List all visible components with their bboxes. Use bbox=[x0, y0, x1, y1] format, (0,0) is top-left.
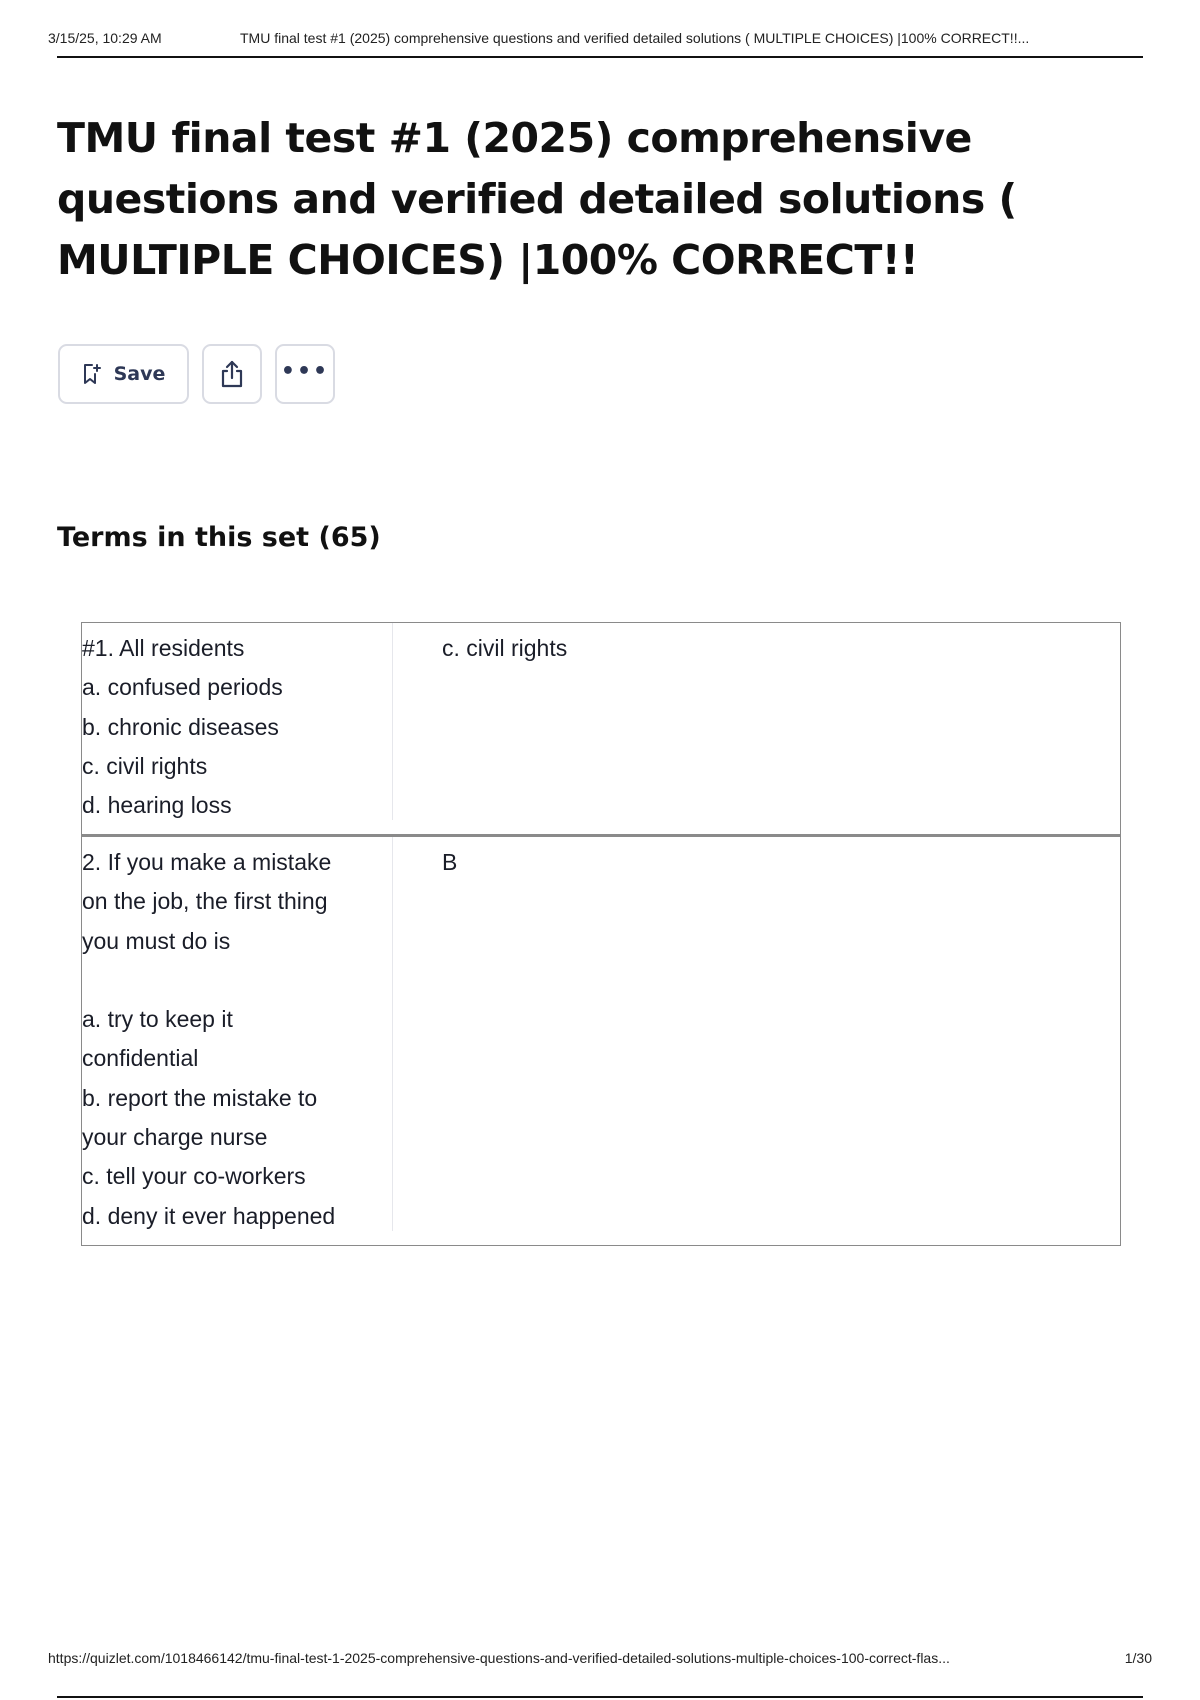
term-card[interactable] bbox=[81, 622, 1121, 835]
definition-text: B bbox=[442, 849, 458, 875]
print-date: 3/15/25, 10:29 AM bbox=[48, 30, 162, 46]
print-header bbox=[48, 28, 1152, 52]
terms-heading: Terms in this set (65) bbox=[57, 522, 381, 553]
page-number: 1/30 bbox=[1124, 1650, 1152, 1666]
definition-side bbox=[393, 623, 1120, 834]
more-options-button[interactable] bbox=[275, 344, 335, 404]
save-button-label: Save bbox=[113, 363, 166, 385]
print-doc-title: TMU final test #1 (2025) comprehensive questions and verified detailed solutions ( MULTIPLE CHOICES) |100% CORRECT!!... bbox=[240, 30, 1030, 46]
share-icon bbox=[217, 359, 247, 389]
more-horizontal-icon: ••• bbox=[280, 358, 330, 384]
print-footer bbox=[48, 1650, 1152, 1672]
share-button[interactable] bbox=[202, 344, 262, 404]
header-divider bbox=[57, 56, 1143, 58]
save-button[interactable] bbox=[58, 344, 189, 404]
bookmark-plus-icon bbox=[82, 363, 102, 385]
definition-text: c. civil rights bbox=[442, 635, 568, 661]
term-side bbox=[82, 837, 393, 1231]
terms-list bbox=[81, 622, 1121, 1246]
term-text: 2. If you make a mistake on the job, the first thing you must do is a. try to keep it confidential b. report the mistake to your charge nurse c. tell your co-workers d. deny it ever happened bbox=[82, 849, 336, 1229]
term-card[interactable] bbox=[81, 835, 1121, 1246]
print-url: https://quizlet.com/1018466142/tmu-final-test-1-2025-comprehensive-questions-and-verified-detailed-solutions-multiple-choices-100-correct-flas... bbox=[48, 1650, 950, 1666]
footer-divider bbox=[57, 1696, 1143, 1698]
set-toolbar bbox=[58, 344, 335, 404]
definition-side bbox=[393, 837, 1120, 1245]
term-side bbox=[82, 623, 393, 820]
page-title: TMU final test #1 (2025) comprehensive questions and verified detailed solutions ( MULTIPLE CHOICES) |100% CORRECT!! bbox=[57, 114, 1017, 284]
term-text: #1. All residents a. confused periods b. chronic diseases c. civil rights d. hearing loss bbox=[82, 635, 283, 819]
